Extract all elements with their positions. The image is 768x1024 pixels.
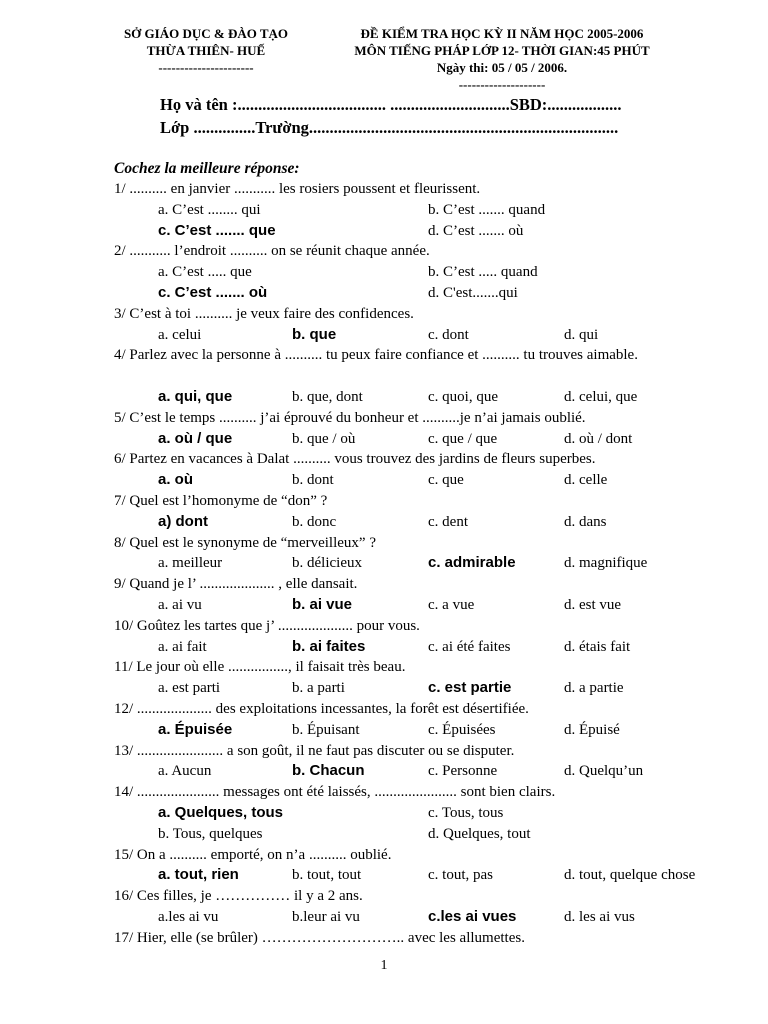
answer-option: a. C’est ..... que (158, 264, 252, 281)
answer-option: c. Tous, tous (428, 804, 504, 821)
option-row (114, 221, 714, 242)
answer-option-correct: c. C’est ....... que (158, 221, 276, 239)
question-list (114, 179, 714, 948)
option-row (114, 387, 714, 408)
answer-option: d. C'est.......qui (428, 284, 518, 301)
question-text: 7/ Quel est l’homonyme de “don” ? (114, 492, 328, 509)
answer-option-correct: b. Chacun (292, 762, 365, 780)
answer-option: d. C’est ....... où (428, 222, 524, 239)
answer-option: a. Aucun (158, 763, 212, 780)
answer-option: c. quoi, que (428, 388, 498, 405)
answer-option: d. qui (564, 326, 599, 343)
option-row (114, 865, 714, 886)
answer-option-correct: c. C’est ....... où (158, 283, 268, 301)
question-text: 10/ Goûtez les tartes que j’ .................... pour vous. (114, 617, 420, 634)
question-text: 17/ Hier, elle (se brûler) ……………………….. avec les allumettes. (114, 929, 525, 946)
option-row (114, 907, 714, 928)
answer-option: d. magnifique (564, 555, 648, 572)
answer-option: c. a vue (428, 596, 475, 613)
header-line: -------------------- (458, 77, 546, 92)
header-school (106, 25, 306, 76)
option-row (114, 553, 714, 574)
option-row (114, 761, 714, 782)
answer-option: a. C’est ........ qui (158, 201, 261, 218)
answer-option: d. celui, que (564, 388, 638, 405)
answer-option: a. meilleur (158, 555, 223, 572)
question-text: 4/ Parlez avec la personne à .......... tu peux faire confiance et .......... tu trouves aimable. (114, 347, 638, 364)
answer-option: b. tout, tout (292, 867, 362, 884)
answer-option: c. tout, pas (428, 867, 493, 884)
answer-option: a. celui (158, 326, 202, 343)
question-text: 14/ ...................... messages ont été laissés, ...................... sont bien clairs. (114, 784, 556, 801)
answer-option: b.leur ai vu (292, 908, 360, 925)
question-text: 1/ .......... en janvier ........... les rosiers poussent et fleurissent. (114, 181, 481, 197)
option-row (114, 200, 714, 221)
answer-option-correct: c.les ai vues (428, 907, 517, 925)
answer-option: c. Personne (428, 763, 498, 780)
question-text: 6/ Partez en vacances à Dalat .......... vous trouvez des jardins de fleurs superbes. (114, 451, 596, 468)
answer-option-correct: a. Quelques, tous (158, 803, 284, 821)
answer-option: d. a partie (564, 680, 624, 697)
answer-option: b. délicieux (292, 555, 362, 572)
answer-option-correct: c. est partie (428, 679, 512, 697)
answer-option: d. dans (564, 513, 607, 530)
option-row (114, 637, 714, 658)
option-row (114, 512, 714, 533)
answer-option: b. C’est ....... quand (428, 201, 546, 218)
question-text: 15/ On a .......... emporté, on n’a .......... oublié. (114, 846, 392, 863)
option-row (114, 803, 714, 824)
header-line: THỪA THIÊN- HUẾ (146, 43, 266, 58)
answer-option-correct: a) dont (158, 512, 208, 530)
option-row (114, 325, 714, 346)
student-name-line: Họ và tên :.................................... .............................SBD:.................. (160, 95, 622, 114)
answer-option: a.les ai vu (158, 908, 219, 925)
header-line: ĐỀ KIỂM TRA HỌC KỲ II NĂM HỌC 2005-2006 (360, 26, 644, 41)
header-line: ---------------------- (158, 60, 254, 75)
exam-content (114, 159, 714, 948)
answer-option: d. Quelqu’un (564, 763, 644, 780)
answer-option-correct: b. ai vue (292, 595, 353, 613)
answer-option: d. les ai vus (564, 908, 635, 925)
question-text: 3/ C’est à toi .......... je veux faire des confidences. (114, 305, 414, 322)
answer-option-correct: a. Épuisée (158, 720, 233, 738)
answer-option: c. ai été faites (428, 638, 511, 655)
option-row (114, 283, 714, 304)
answer-option-correct: b. que (292, 325, 337, 343)
answer-option: b. a parti (292, 680, 345, 697)
answer-option: d. celle (564, 472, 608, 489)
header-exam (322, 25, 682, 93)
answer-option: b. C’est ..... quand (428, 264, 538, 281)
answer-option: d. Quelques, tout (428, 825, 531, 842)
question-text: 8/ Quel est le synonyme de “merveilleux” ? (114, 534, 376, 551)
option-row (114, 429, 714, 450)
answer-option: d. est vue (564, 596, 622, 613)
question-text: 2/ ........... l’endroit .......... on se réunit chaque année. (114, 243, 430, 260)
answer-option: b. donc (292, 513, 337, 530)
header-line: Ngày thi: 05 / 05 / 2006. (436, 60, 568, 75)
option-row (114, 678, 714, 699)
option-row (114, 262, 714, 283)
instruction: Cochez la meilleure réponse: (114, 160, 300, 177)
question-text: 11/ Le jour où elle ................, il faisait très beau. (114, 659, 406, 676)
answer-option-correct: a. tout, rien (158, 866, 239, 884)
answer-option-correct: a. où / que (158, 429, 233, 447)
option-row (114, 470, 714, 491)
answer-option: c. Épuisées (428, 721, 496, 738)
answer-option: b. dont (292, 472, 334, 489)
answer-option-correct: a. où (158, 471, 194, 489)
question-text: 13/ ....................... a son goût, il ne faut pas discuter ou se disputer. (114, 742, 515, 759)
answer-option: b. que / où (292, 430, 356, 447)
question-text: 9/ Quand je l’ .................... , elle dansait. (114, 576, 358, 593)
answer-option-correct: a. qui, que (158, 387, 233, 405)
header-line: SỞ GIÁO DỤC & ĐÀO TẠO (123, 26, 289, 41)
answer-option: c. que (428, 472, 464, 489)
answer-option: b. Épuisant (292, 721, 360, 738)
page-number: 1 (380, 958, 388, 973)
answer-option: a. ai fait (158, 638, 207, 655)
answer-option: d. tout, quelque chose (564, 867, 696, 884)
answer-option: c. dent (428, 513, 468, 530)
question-text: 5/ C’est le temps .......... j’ai éprouvé du bonheur et ..........je n’ai jamais oublié. (114, 409, 586, 426)
answer-option: c. dont (428, 326, 469, 343)
option-row (114, 720, 714, 741)
answer-option: d. Épuisé (564, 721, 620, 738)
answer-option: d. où / dont (564, 430, 633, 447)
answer-option: a. ai vu (158, 596, 202, 613)
answer-option-correct: b. ai faites (292, 637, 366, 655)
answer-option: b. que, dont (292, 388, 363, 405)
answer-option: b. Tous, quelques (158, 825, 263, 842)
option-row (114, 824, 714, 845)
header-line: MÔN TIẾNG PHÁP LỚP 12- THỜI GIAN:45 PHÚT (354, 43, 650, 58)
question-text: 16/ Ces filles, je …………… il y a 2 ans. (114, 888, 363, 905)
answer-option: a. est parti (158, 680, 221, 697)
question-text: 12/ .................... des exploitations incessantes, la forêt est désertifiée. (114, 700, 529, 717)
answer-option-correct: c. admirable (428, 554, 516, 572)
answer-option: c. que / que (428, 430, 498, 447)
student-class-line: Lớp ...............Trường........................................................................... (160, 118, 619, 137)
answer-option: d. étais fait (564, 638, 631, 655)
option-row (114, 595, 714, 616)
